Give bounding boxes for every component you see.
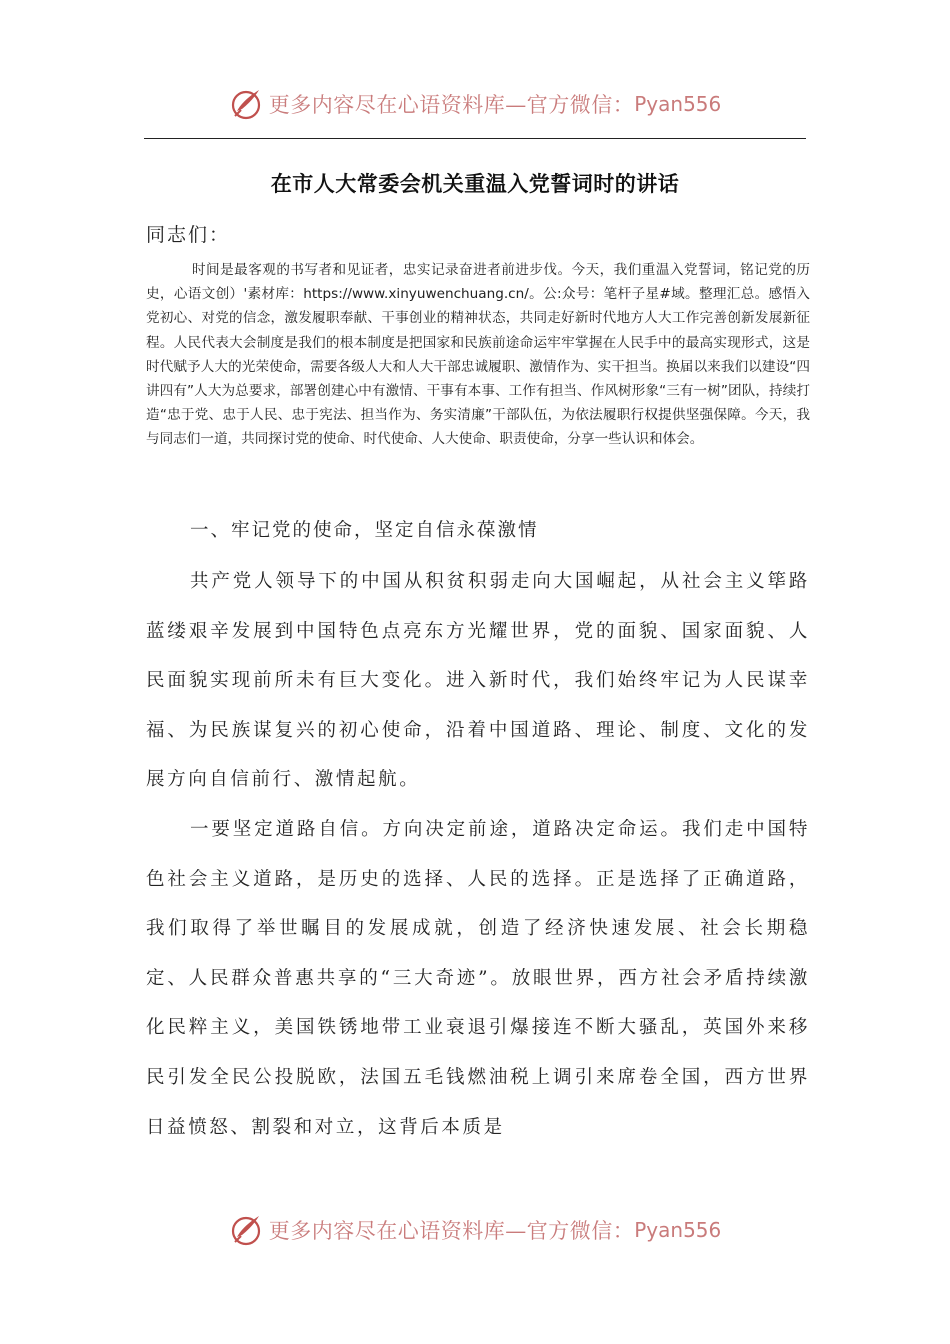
quill-logo-icon bbox=[229, 86, 265, 122]
body-paragraph: 一要坚定道路自信。方向决定前途，道路决定命运。我们走中国特色社会主义道路，是历史的选择、人民的选择。正是选择了正确道路，我们取得了举世瞩目的发展成就，创造了经济快速发展、社会长期稳定、人民群众普惠共享的“三大奇迹”。放眼世界，西方社会矛盾持续激化民粹主义，美国铁锈地带工业衰退引爆接连不断大骚乱，英国外来移民引发全民公投脱欧，法国五毛钱燃油税上调引来席卷全国，西方世界日益愤怒、割裂和对立，这背后本质是 bbox=[146, 819, 810, 1138]
page-title: 在市人大常委会机关重温入党誓词时的讲话 bbox=[270, 172, 680, 196]
body-paragraph: 共产党人领导下的中国从积贫积弱走向大国崛起，从社会主义筚路蓝缕艰辛发展到中国特色点亮东方光耀世界，党的面貌、国家面貌、人民面貌实现前所未有巨大变化。进入新时代，我们始终牢记为人民谋幸福、为民族谋复兴的初心使命，沿着中国道路、理论、制度、文化的发展方向自信前行、激情起航。 bbox=[146, 571, 810, 791]
section-heading: 一、牢记党的使命，坚定自信永葆激情 bbox=[190, 520, 539, 541]
quill-logo-icon bbox=[229, 1212, 265, 1248]
footer-banner bbox=[0, 1208, 950, 1252]
header-banner bbox=[0, 82, 950, 126]
banner-text: 更多内容尽在心语资料库—官方微信： bbox=[268, 1219, 635, 1243]
banner-text: 更多内容尽在心语资料库—官方微信： bbox=[268, 93, 635, 117]
intro-paragraph: 时间是最客观的书写者和见证者，忠实记录奋进者前进步伐。今天，我们重温入党誓词，铭记党的历史，心语文创）'素材库：https://www.xinyuwenchuang.cn/。公:众号：笔杆子星#域。整理汇总。感悟入党初心、对党的信念，激发履职奉献、干事创业的精神状态，共同走好新时代地方人大工作完善创新发展新征程。人民代表大会制度是我们的根本制度是把国家和民族前途命运牢牢掌握在人民手中的最高实现形式，这是时代赋予人大的光荣使命，需要各级人大和人大干部忠诚履职、激情作为、实干担当。换届以来我们以建设“四讲四有”人大为总要求，部署创建心中有激情、干事有本事、工作有担当、作风树形象“三有一树”团队，持续打造“忠于党、忠于人民、忠于宪法、担当作为、务实清廉”干部队伍，为依法履职行权提供坚强保障。今天，我与同志们一道，共同探讨党的使命、时代使命、人大使命、职责使命，分享一些认识和体会。 bbox=[146, 262, 810, 448]
banner-wechat-id: Pyan556 bbox=[634, 1218, 722, 1242]
greeting: 同志们： bbox=[146, 224, 231, 246]
banner-wechat-id: Pyan556 bbox=[634, 92, 722, 116]
header-rule bbox=[144, 138, 806, 139]
